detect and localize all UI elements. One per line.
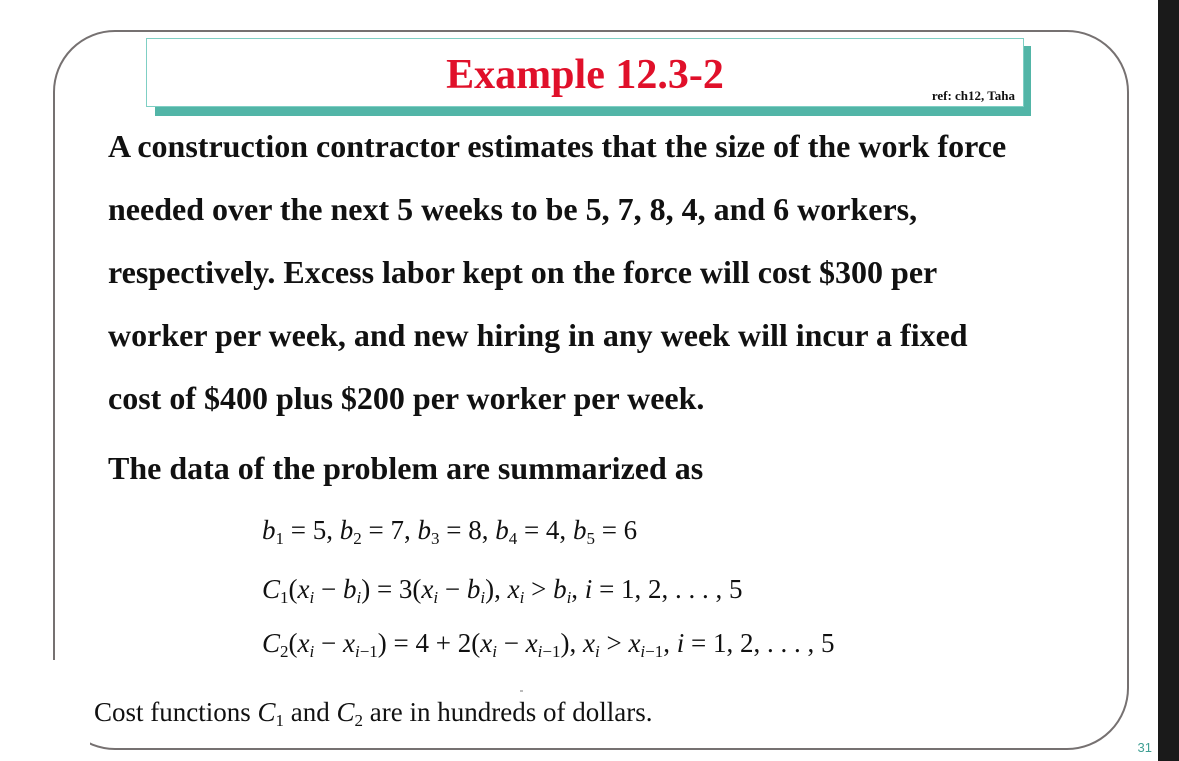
- speck: [520, 690, 523, 692]
- frame-gap: [50, 660, 90, 755]
- page-number: 31: [1137, 740, 1152, 755]
- reference-label: ref: ch12, Taha: [931, 88, 1015, 103]
- right-edge-bar: [1158, 0, 1179, 761]
- equation-b-values: $b_1 = 5$, $b_2 = 7$, $b_3 = 8$, $b_4 = 4$, $b_5 = 6$: [262, 515, 638, 548]
- paragraph-line: worker per week, and new hiring in any week will incur a fixed: [108, 317, 968, 353]
- summary-intro: The data of the problem are summarized as: [108, 450, 704, 486]
- paragraph-line: respectively. Excess labor kept on the force will cost $300 per: [108, 254, 938, 290]
- equation-c1: $C_1(x_i - b_i) = 3(x_i - b_i)$, $x_i > b_i$, i = 1, 2, . . . , 5: [262, 574, 743, 607]
- paragraph-line: A construction contractor estimates that the size of the work force: [108, 128, 1007, 164]
- slide-title: Example 12.3-2: [446, 52, 724, 98]
- equation-c2: $C_2(x_i - x_{i-1}) = 4 + 2(x_i - x_{i-1})$, $x_i > x_{i-1}$, i = 1, 2, . . . , 5: [262, 628, 835, 661]
- cost-note: Cost functions $C_1$ and $C_2$ are in hundreds of dollars.: [94, 697, 653, 730]
- paragraph-line: cost of $400 plus $200 per worker per week.: [108, 380, 705, 416]
- paragraph-line: needed over the next 5 weeks to be 5, 7, 8, 4, and 6 workers,: [108, 191, 918, 227]
- title-box: [146, 38, 1024, 107]
